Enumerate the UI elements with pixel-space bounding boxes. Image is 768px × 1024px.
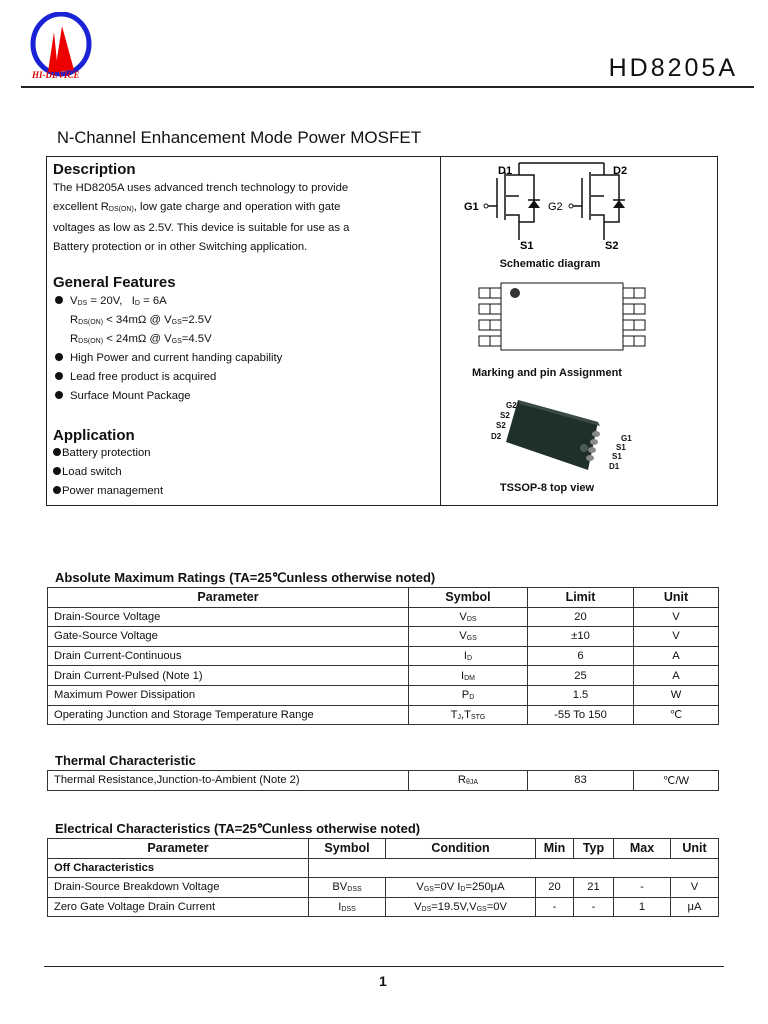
amr-title: Absolute Maximum Ratings (TA=25℃unless otherwise noted) [55, 570, 436, 585]
table-row: Operating Junction and Storage Temperature Range $T_J,T_{STG}$ -55 To 150 ℃ [48, 705, 719, 725]
description-heading: Description [53, 161, 136, 178]
page-number: 1 [379, 973, 387, 989]
application-item: Power management [53, 485, 163, 497]
svg-text:G1: G1 [621, 434, 632, 443]
table-group-row: Off Characteristics [48, 858, 719, 878]
thermal-title: Thermal Characteristic [55, 753, 196, 768]
tssop8-package-image [488, 390, 638, 475]
header-divider [21, 86, 754, 88]
absolute-maximum-ratings-table [47, 587, 719, 725]
electrical-title: Electrical Characteristics (TA=25℃unless otherwise noted) [55, 821, 421, 836]
document-subtitle [57, 128, 421, 148]
table-row: Drain Current-Pulsed (Note 1) $I_{DM}$ 25 A [48, 666, 719, 686]
label-s1: S1 [520, 240, 534, 252]
application-item: Load switch [53, 466, 122, 478]
table-row: Maximum Power Dissipation $P_D$ 1.5 W [48, 685, 719, 705]
logo-text: HI-DEVICE [32, 70, 80, 80]
svg-text:S1: S1 [612, 452, 622, 461]
schematic-caption: Schematic diagram [499, 258, 601, 270]
electrical-characteristics-table [47, 838, 719, 917]
label-g2: G2 [548, 201, 563, 213]
feature-item: Surface Mount Package [55, 390, 191, 402]
feature-item: High Power and current handing capability [55, 352, 282, 364]
table-header-row: Parameter Symbol Condition Min Typ Max Unit [48, 839, 719, 859]
svg-text:D1: D1 [609, 462, 620, 471]
subtitle-channel: N-Channel [57, 129, 136, 147]
feature-item: Lead free product is acquired [55, 371, 216, 383]
table-header-row: Parameter Symbol Limit Unit [48, 588, 719, 608]
part-number: HD8205A [608, 54, 738, 82]
svg-text:D2: D2 [491, 432, 502, 441]
label-d1: D1 [498, 165, 513, 177]
label-g1: G1 [464, 201, 479, 213]
pin-caption: Marking and pin Assignment [472, 367, 622, 379]
thermal-table [47, 770, 719, 791]
svg-text:S1: S1 [616, 443, 626, 452]
pin-assignment-diagram [478, 282, 648, 352]
svg-text:S2: S2 [496, 421, 506, 430]
overview-divider [440, 156, 441, 506]
label-d2: D2 [613, 165, 628, 177]
label-s2: S2 [605, 240, 619, 252]
feature-item: $R_{DS(ON)} < 24m\Omega$ @ $V_{GS}=4.5V$ [70, 333, 212, 345]
table-row: Drain Current-Continuous $I_D$ 6 A [48, 646, 719, 666]
subtitle-type: Enhancement Mode Power MOSFET [140, 128, 422, 147]
application-heading: Application [53, 427, 135, 444]
package-caption: TSSOP-8 top view [499, 482, 595, 494]
table-row: Gate-Source Voltage $V_{GS}$ ±10 V [48, 627, 719, 647]
svg-text:G2: G2 [506, 401, 517, 410]
feature-item: $R_{DS(ON)} < 34m\Omega$ @ $V_{GS}=2.5V$ [70, 314, 212, 326]
schematic-diagram [460, 160, 640, 252]
table-row: Drain-Source Breakdown Voltage $BV_{DSS}$ $V_{GS}=0V$ $I_D=250\mu A$ 20 21 - V [48, 878, 719, 898]
table-row: Drain-Source Voltage $V_{DS}$ 20 V [48, 607, 719, 627]
table-row: Thermal Resistance,Junction-to-Ambient (Note 2) $R_{\theta JA}$ 83 ℃/W [48, 771, 719, 791]
application-item: Battery protection [53, 447, 151, 459]
description-text: The HD8205A uses advanced trench technology to provide excellent $R_{DS(ON)}$, low gate charge and operation with gate voltages as low as 2.5V. This device is suitable for use as a Battery protection or in other Switching application. [53, 182, 350, 253]
svg-text:S2: S2 [500, 411, 510, 420]
feature-item: $V_{DS} = 20V$, $I_D = 6A$ [55, 295, 167, 307]
features-heading: General Features [53, 274, 176, 291]
table-row: Zero Gate Voltage Drain Current $I_{DSS}$ $V_{DS}=19.5V,V_{GS}=0V$ - - 1 μA [48, 897, 719, 917]
footer-divider [44, 966, 724, 967]
